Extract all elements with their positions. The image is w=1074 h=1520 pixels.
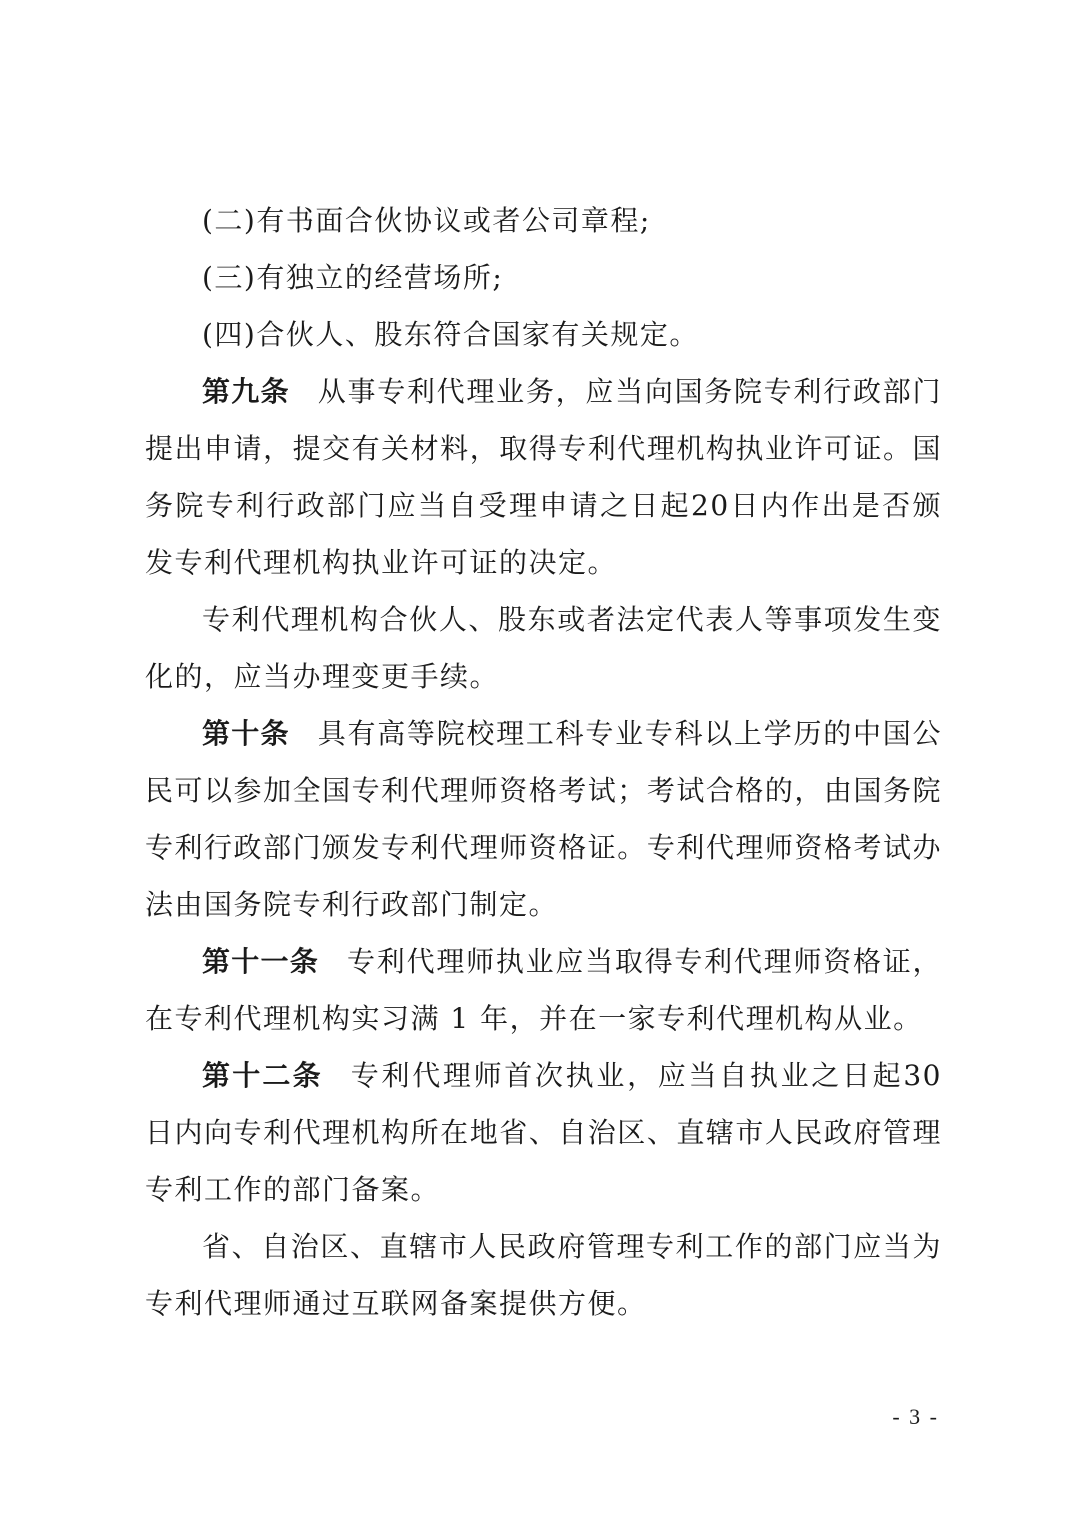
paragraph-item-2 (145, 192, 942, 249)
paragraph-item-3 (145, 249, 942, 306)
paragraph-text: 专利代理师执业应当取得专利代理师资格证，在专利代理机构实习满 1 年，并在一家专利代理机构从业。 (145, 945, 942, 1035)
paragraph-item-4 (145, 306, 942, 363)
article-heading: 第十一条 (202, 945, 320, 978)
article-12-paragraph-2 (145, 1218, 942, 1332)
paragraph-text: 从事专利代理业务，应当向国务院专利行政部门提出申请，提交有关材料，取得专利代理机构执业许可证。国务院专利行政部门应当自受理申请之日起20日内作出是否颁发专利代理机构执业许可证的决定。 (145, 375, 942, 579)
paragraph-text: (三)有独立的经营场所; (202, 261, 504, 294)
article-9 (145, 363, 942, 591)
article-heading: 第九条 (202, 375, 290, 408)
paragraph-text: (四)合伙人、股东符合国家有关规定。 (202, 318, 699, 351)
body-text (145, 192, 942, 1332)
paragraph-text: 省、自治区、直辖市人民政府管理专利工作的部门应当为专利代理师通过互联网备案提供方便。 (145, 1230, 942, 1320)
article-10 (145, 705, 942, 933)
article-12 (145, 1047, 942, 1218)
page-number: - 3 - (892, 1404, 939, 1429)
article-heading: 第十二条 (202, 1059, 323, 1092)
article-11 (145, 933, 942, 1047)
article-9-paragraph-2 (145, 591, 942, 705)
paragraph-text: 专利代理机构合伙人、股东或者法定代表人等事项发生变化的，应当办理变更手续。 (145, 603, 942, 693)
article-heading: 第十条 (202, 717, 290, 750)
paragraph-text: (二)有书面合伙协议或者公司章程; (202, 204, 651, 237)
paragraph-text: 具有高等院校理工科专业专科以上学历的中国公民可以参加全国专利代理师资格考试；考试合格的，由国务院专利行政部门颁发专利代理师资格证。专利代理师资格考试办法由国务院专利行政部门制定。 (145, 717, 942, 921)
paragraph-text: 专利代理师首次执业，应当自执业之日起30日内向专利代理机构所在地省、自治区、直辖市人民政府管理专利工作的部门备案。 (145, 1059, 942, 1206)
